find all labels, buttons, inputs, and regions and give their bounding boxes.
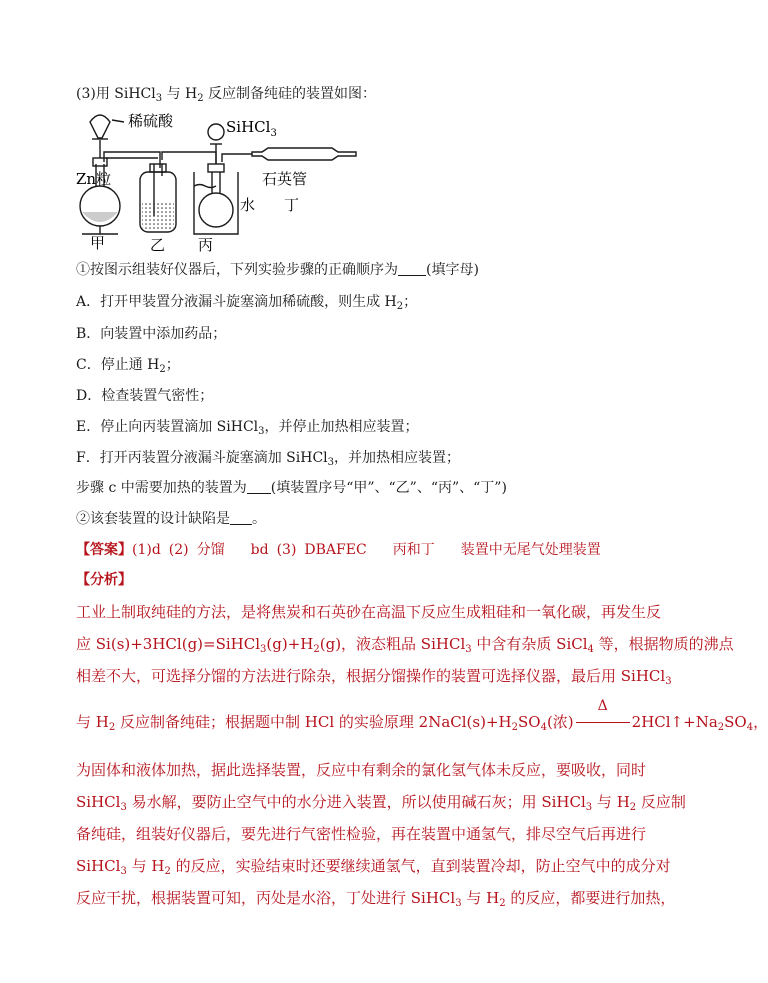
analysis-line-3: 相差不大，可选择分馏的方法进行除杂，根据分馏操作的装置可选择仪器，最后用 SiHCl$_3$ bbox=[76, 667, 672, 687]
answer-line: 【答案】(1)d (2) 分馏 bd (3) DBAFEC 丙和丁 装置中无尾气处理装置 bbox=[76, 542, 601, 558]
answer-blank-2 bbox=[247, 479, 271, 494]
analysis-line-6: SiHCl$_3$ 易水解，要防止空气中的水分进入装置，所以使用碱石灰；用 SiHCl$_3$ 与 $H_2$ 反应制 bbox=[76, 793, 686, 813]
heat-arrow: Δ bbox=[574, 712, 632, 732]
option-b: B．向装置中添加药品； bbox=[76, 326, 227, 342]
answer-blank-3 bbox=[230, 510, 252, 525]
label-bing: 丙 bbox=[198, 236, 214, 254]
analysis-line-2: 应 $Si(s)+3HCl(g)=SiHCl_3(g)+H_2(g)$，液态粗品 SiHCl$_3$ 中含有杂质 SiCl$_4$ 等，根据物质的沸点 bbox=[76, 635, 734, 655]
label-sihcl: SiHCl$_3$ bbox=[226, 118, 277, 139]
quartz-tube-ding bbox=[252, 148, 356, 160]
analysis-line-8: SiHCl$_3$ 与 $H_2$ 的反应，实验结束时还要继续通氢气，直到装置冷却，防止空气中的成分对 bbox=[76, 857, 671, 877]
analysis-line-9: 反应干扰，根据装置可知，丙处是水浴，丁处进行 SiHCl$_3$ 与 $H_2$ 的反应，都要进行加热， bbox=[76, 889, 676, 909]
analysis-line-1: 工业上制取纯硅的方法，是将焦炭和石英砂在高温下反应生成粗硅和一氧化碳，再发生反 bbox=[76, 603, 662, 621]
step-order-prompt: ①按图示组装好仪器后，下列实验步骤的正确顺序为 (填字母) bbox=[76, 262, 479, 278]
analysis-line-5: 为固体和液体加热，据此选择装置，反应中有剩余的氯化氢气体未反应，要吸收，同时 bbox=[76, 761, 647, 779]
defect-prompt: ②该套装置的设计缺陷是 。 bbox=[76, 511, 266, 527]
apparatus-diagram bbox=[76, 106, 366, 256]
separatory-funnel-jia bbox=[90, 115, 110, 138]
part3-intro: (3)用 SiHCl$_3$ 与 $H_2$ 反应制备纯硅的装置如图： bbox=[76, 86, 377, 104]
option-a: A．打开甲装置分液漏斗旋塞滴加稀硫酸，则生成 $H_2$； bbox=[76, 294, 418, 312]
option-f: F．打开丙装置分液漏斗旋塞滴加 SiHCl$_3$，并加热相应装置； bbox=[76, 450, 461, 468]
option-c: C．停止通 $H_2$； bbox=[76, 357, 180, 375]
answer-label: 【答案】 bbox=[76, 542, 132, 558]
label-jia: 甲 bbox=[90, 234, 106, 252]
analysis-line-7: 备纯硅，组装好仪器后，要先进行气密性检验，再在装置中通氢气，排尽空气后再进行 bbox=[76, 825, 647, 843]
label-water: 水 bbox=[240, 196, 256, 214]
answer-blank-1 bbox=[398, 261, 426, 276]
label-zn: Zn粒 bbox=[76, 170, 112, 188]
label-acid: 稀硫酸 bbox=[128, 112, 174, 130]
option-d: D．检查装置气密性； bbox=[76, 388, 214, 404]
analysis-line-4: 与 $H_2$ 反应制备纯硅；根据题中制 HCl 的实验原理 $2NaCl(s)+H_2SO_4$(浓) Δ $2HCl↑+Na_2SO_4$， bbox=[76, 698, 768, 733]
label-yi: 乙 bbox=[150, 236, 166, 254]
label-ding: 丁 bbox=[284, 196, 300, 214]
option-e: E．停止向丙装置滴加 SiHCl$_3$，并停止加热相应装置； bbox=[76, 419, 419, 437]
analysis-label: 【分析】 bbox=[76, 572, 132, 588]
label-tube: 石英管 bbox=[262, 170, 308, 188]
step-c-prompt: 步骤 c 中需要加热的装置为 (填装置序号“甲”、“乙”、“丙”、“丁”) bbox=[76, 480, 507, 496]
